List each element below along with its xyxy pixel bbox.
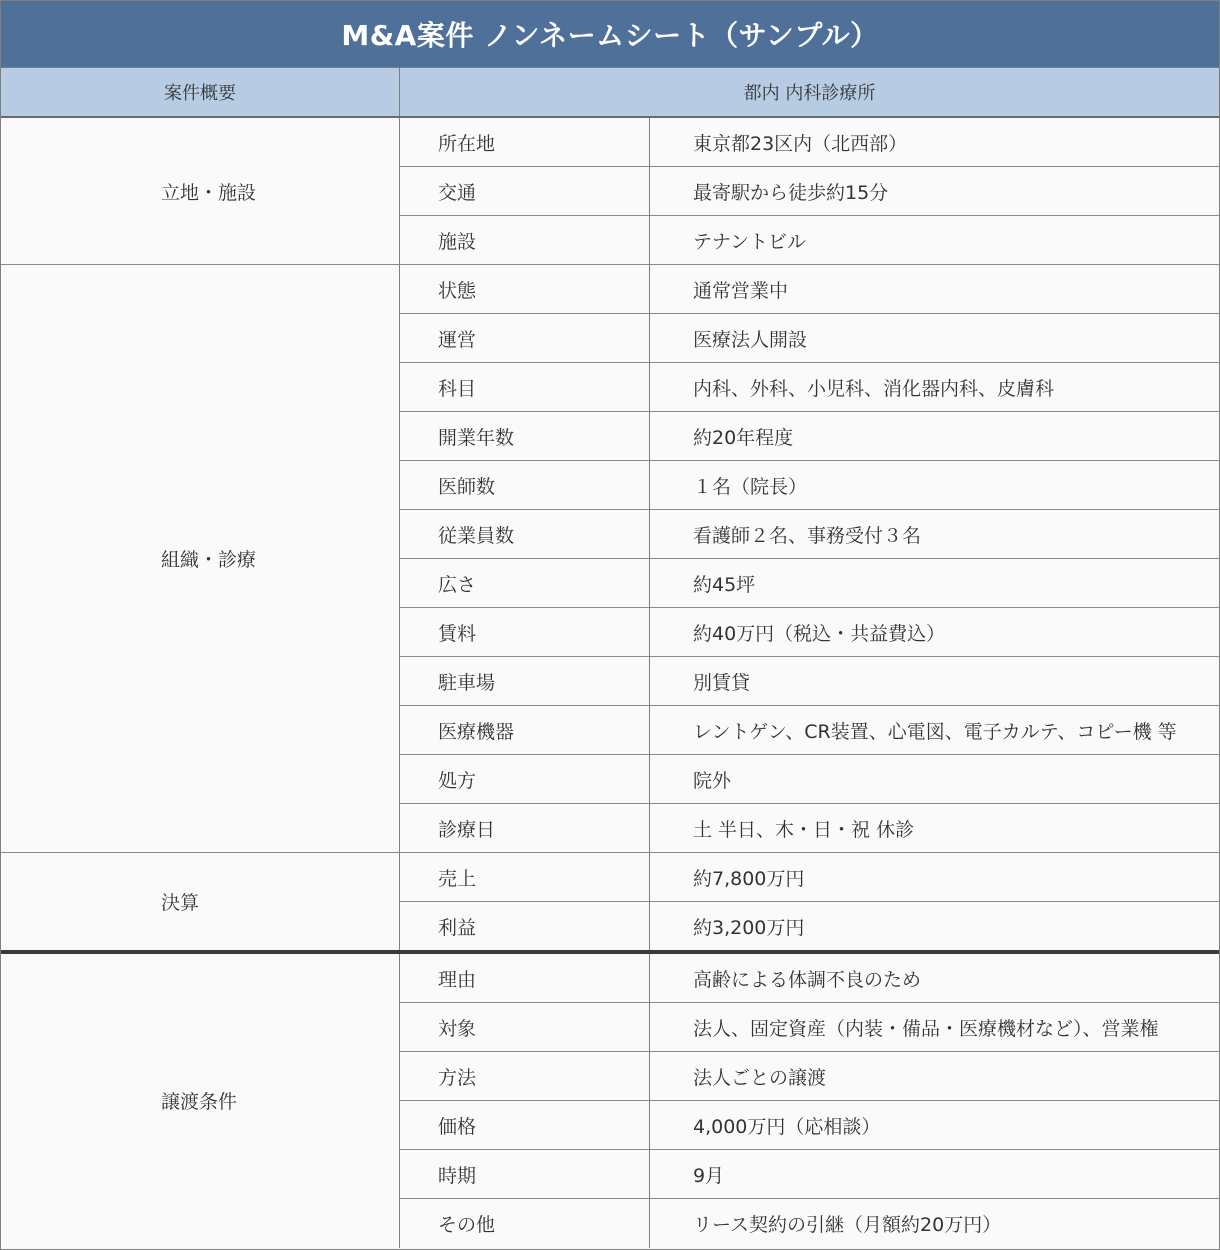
row-divider [399,1051,1219,1052]
column-divider [399,265,400,853]
row-label: 売上 [438,867,477,890]
row-value: 約40万円（税込・共益費込） [693,622,946,645]
row-divider [399,558,1219,559]
sheet-title: M&A案件 ノンネームシート（サンプル） [1,1,1219,68]
row-value: 高齢による体調不良のため [693,968,922,991]
row-divider [399,215,1219,216]
row-label: 利益 [438,916,477,939]
row-value: 看護師２名、事務受付３名 [693,524,922,547]
row-value: 医療法人開設 [693,328,808,351]
row-label: 所在地 [438,132,496,155]
row-label: 時期 [438,1164,477,1187]
column-divider [649,118,650,265]
row-label: 価格 [438,1115,477,1138]
row-value: 最寄駅から徒歩約15分 [693,181,889,204]
row-label: 開業年数 [438,426,515,449]
column-divider [649,853,650,951]
row-value: 東京都23区内（北西部） [693,132,908,155]
row-value: 院外 [693,769,732,792]
row-divider [399,509,1219,510]
row-label: 医療機器 [438,720,515,743]
row-divider [399,1198,1219,1199]
section-category: 譲渡条件 [161,1091,238,1113]
row-value: テナントビル [693,230,807,253]
row-label: 理由 [438,968,477,991]
row-value: 約3,200万円 [693,916,805,939]
row-divider [399,1100,1219,1101]
row-label: 方法 [438,1066,477,1089]
row-divider [399,362,1219,363]
row-label: 状態 [438,279,477,302]
row-value: 別賃貸 [693,671,751,694]
row-divider [399,166,1219,167]
column-divider [399,118,400,265]
section-category: 立地・施設 [161,181,257,204]
row-divider [399,705,1219,706]
row-value: レントゲン、CR装置、心電図、電子カルテ、コピー機 等 [693,720,1177,743]
row-label: 交通 [438,181,477,204]
header-overview-label: 案件概要 [164,83,236,104]
row-label: 対象 [438,1017,477,1040]
row-value: 約7,800万円 [693,867,805,890]
column-divider [649,265,650,853]
row-label: 広さ [438,573,477,596]
row-divider [399,607,1219,608]
table-header [1,68,1219,118]
row-label: その他 [438,1213,496,1236]
header-case-name: 都内 内科診療所 [743,83,876,104]
row-label: 科目 [438,377,477,400]
column-divider [399,853,400,951]
column-divider [399,954,400,1248]
row-value: 内科、外科、小児科、消化器内科、皮膚科 [693,377,1055,400]
row-label: 賃料 [438,622,477,645]
row-divider [399,901,1219,902]
row-value: 4,000万円（応相談） [693,1115,881,1138]
row-value: 土 半日、木・日・祝 休診 [693,818,915,841]
row-label: 医師数 [438,475,496,498]
row-value: リース契約の引継（月額約20万円） [693,1213,1002,1236]
row-value: 約20年程度 [693,426,794,449]
row-value: 9月 [693,1164,725,1187]
row-divider [399,1149,1219,1150]
row-value: １名（院長） [693,475,808,498]
row-divider [399,1002,1219,1003]
row-divider [399,411,1219,412]
row-divider [399,754,1219,755]
row-value: 約45坪 [693,573,756,596]
row-divider [399,313,1219,314]
row-label: 施設 [438,230,477,253]
row-divider [399,803,1219,804]
row-divider [399,460,1219,461]
row-label: 従業員数 [438,524,515,547]
section-category: 組織・診療 [161,549,257,571]
row-label: 診療日 [438,818,496,841]
row-label: 駐車場 [438,671,496,694]
row-label: 運営 [438,328,477,351]
section-category: 決算 [161,892,200,914]
row-label: 処方 [438,769,477,792]
row-value: 通常営業中 [693,279,789,302]
row-divider [399,656,1219,657]
row-value: 法人ごとの譲渡 [693,1066,827,1089]
row-value: 法人、固定資産（内装・備品・医療機材など）、営業権 [693,1017,1159,1040]
column-divider [649,954,650,1248]
